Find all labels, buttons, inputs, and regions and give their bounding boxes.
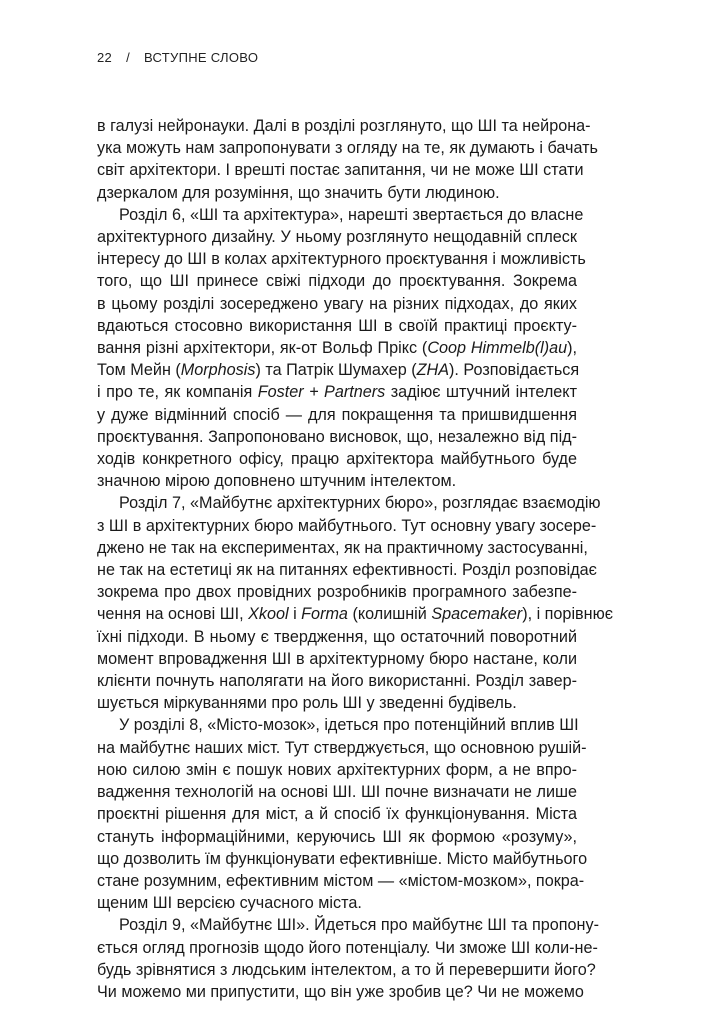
paragraph [97,714,588,914]
text-run: стане розумним, ефективним містом — «містом-мозком», покра- [97,871,585,890]
text-run: будь зрівнятися з людським інтелектом, а то й перевершити його? [97,960,596,979]
text-line [97,204,584,226]
text-line [97,626,577,648]
text-run: Розділ 9, «Майбутнє ШІ». Йдеться про майбутнє ШІ та пропону- [119,916,599,935]
text-run: стануть інформаційними, керуючись ШІ як формою «розуму», [97,827,577,846]
text-run: проєктні рішення для міст, а й спосіб їх функціонування. Міста [97,805,577,824]
text-line [97,581,577,603]
italic-text: ZHA [416,361,450,380]
text-run: ), і порівнює [522,605,613,624]
text-line [97,714,577,736]
italic-text: Coop Himmelb(l)au [427,339,568,358]
text-run: і про те, як компанія [97,383,258,402]
text-line [97,737,587,759]
text-run: що дозволить їм функціонувати ефективніше. Місто майбутнього [97,849,588,868]
section-title: ВСТУПНЕ СЛОВО [143,50,259,65]
paragraph [97,492,613,714]
text-run: і [288,605,302,624]
text-line [97,670,577,692]
text-run: щеним ШІ версією сучасного міста. [97,894,362,913]
text-run: їхні підходи. В ньому є твердження, що остаточний поворотний [97,627,577,646]
text-run: Чи можемо ми припустити, що він уже зробив це? Чи не можемо [97,982,584,1001]
text-line [97,559,597,581]
paragraph [97,115,598,204]
text-run: ною силою змін є пошук нових архітектурних форм, а не впро- [97,760,577,779]
text-run: проєктування. Запропоновано висновок, що, незалежно від під- [97,427,577,446]
text-line [97,848,588,870]
text-line [97,115,591,137]
text-run: Том Мейн ( [97,361,181,380]
text-run: клієнти почнуть наполягати на його використанні. Розділ завер- [97,672,577,691]
italic-text: Xkool [248,605,289,624]
text-line [97,404,577,426]
text-run: ука можуть нам запропонувати з огляду на те, як думають і бачать [97,139,598,158]
text-line [97,137,598,159]
text-line [97,914,599,936]
text-line [97,692,577,714]
text-run: ). Розповідається [449,361,580,380]
text-run: значною мірою доповнено штучним інтелектом. [97,472,457,491]
header-separator: / [126,50,130,65]
text-run: зокрема про двох провідних розробників програмного забезпе- [97,583,577,602]
text-run: дзеркалом для розуміння, що значить бути людиною. [97,183,500,202]
text-run: вдаються стосовно використання ШІ в своїй практиці проєкту- [97,316,577,335]
text-line [97,492,601,514]
text-line [97,781,577,803]
text-run: на майбутнє наших міст. Тут стверджується, що основною рушій- [97,738,587,757]
text-run: того, що ШІ принесе свіжі підходи до проєктування. Зокрема [97,272,577,291]
text-run: ), [567,339,577,358]
text-line [97,959,596,981]
text-line [97,603,613,625]
text-run: задіює штучний інтелект [385,383,577,402]
text-run: не так на естетиці як на питаннях ефективності. Розділ розповідає [97,561,597,580]
text-run: світ архітектори. І врешті постає запитання, чи не може ШІ стати [97,161,584,180]
text-line [97,759,577,781]
text-run: шується міркуваннями про роль ШІ у зведенні будівель. [97,694,517,713]
text-line [97,648,577,670]
text-line [97,826,577,848]
text-line [97,515,597,537]
text-line [97,182,577,204]
text-run: чення на основі ШІ, [97,605,249,624]
text-run: момент впровадження ШІ в архітектурному бюро настане, коли [97,649,577,668]
text-line [97,426,577,448]
text-line [97,293,577,315]
text-line [97,803,577,825]
text-line [97,159,584,181]
text-line [97,381,577,403]
paragraph [97,914,599,1003]
text-run: в галузі нейронауки. Далі в розділі розглянуто, що ШІ та нейрона- [97,117,591,135]
page-number: 22 [97,50,113,65]
text-line [97,448,577,470]
text-line [97,981,584,1003]
text-line [97,870,585,892]
text-line [97,359,580,381]
text-run: архітектурного дизайну. У ньому розглянуто нещодавній сплеск [97,228,577,247]
text-run: джено не так на експериментах, як на практичному застосуванні, [97,538,588,557]
text-run: вання різні архітектори, як-от Вольф Прікс ( [97,339,428,358]
text-run: в цьому розділі зосереджено увагу на різних підходах, до яких [97,294,577,313]
text-run: Розділ 6, «ШІ та архітектура», нарешті звертається до власне [119,205,584,224]
text-line [97,270,577,292]
italic-text: Forma [301,605,348,624]
text-line [97,337,577,359]
italic-text: Foster + Partners [257,383,386,402]
text-line [97,315,577,337]
text-line [97,226,577,248]
text-run: ) та Патрік Шумахер ( [255,361,417,380]
text-run: У розділі 8, «Місто-мозок», ідеться про потенційний вплив ШІ [119,716,579,735]
paragraph [97,204,586,493]
body-text [97,115,613,1003]
text-run: інтересу до ШІ в колах архітектурного проєктування і можливість [97,250,586,269]
text-run: ходів конкретного офісу, працю архітектора майбутнього буде [97,450,577,469]
text-run: вадження технологій на основі ШІ. ШІ почне визначати не лише [97,783,577,802]
text-line [97,537,588,559]
text-line [97,937,598,959]
text-run: з ШІ в архітектурних бюро майбутнього. Тут основну увагу зосере- [97,516,597,535]
text-line [97,470,577,492]
italic-text: Spacemaker [431,605,523,624]
text-line [97,248,586,270]
text-run: у дуже відмінний спосіб — для покращення та пришвидшення [97,405,577,424]
running-header [97,50,258,65]
text-run: Розділ 7, «Майбутнє архітектурних бюро», розглядає взаємодію [119,494,601,513]
text-run: (колишній [347,605,432,624]
text-line [97,892,577,914]
italic-text: Morphosis [180,361,256,380]
text-run: ється огляд прогнозів щодо його потенціалу. Чи зможе ШІ коли-не- [97,938,598,957]
